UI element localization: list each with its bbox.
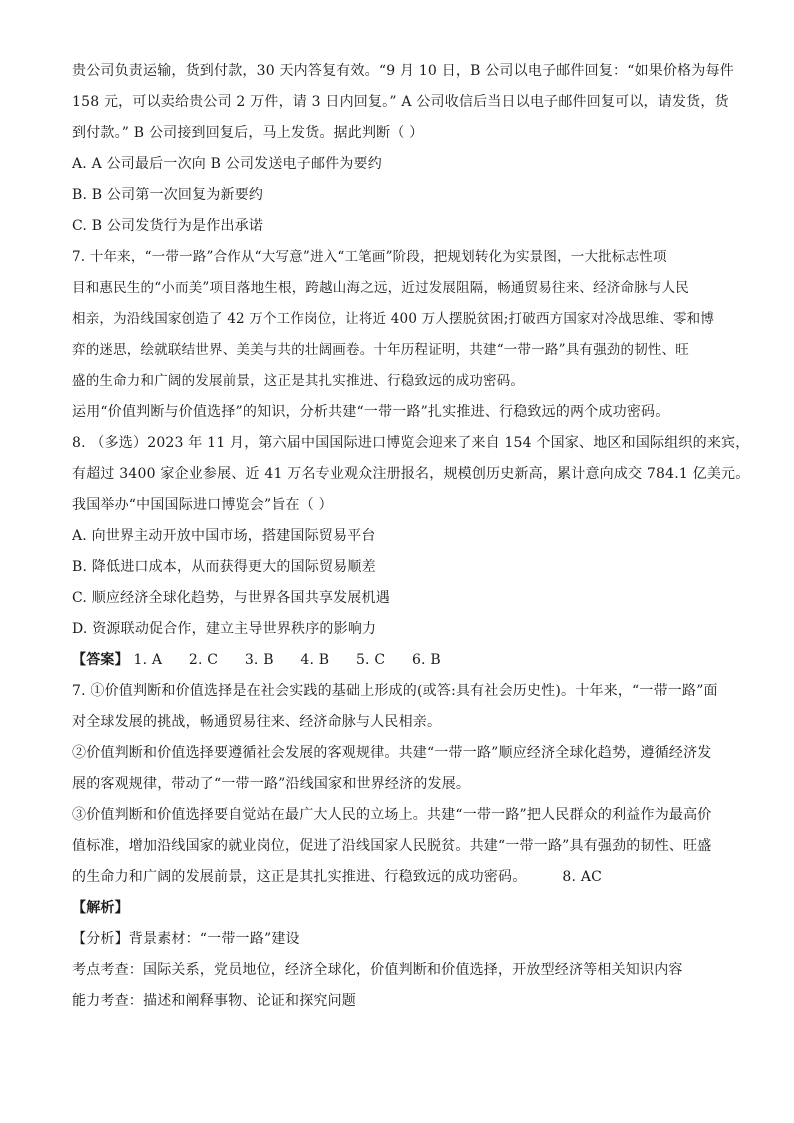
q7-material-line-1: 7. 十年来，“一带一路”合作从“大写意”进入“工笔画”阶段，把规划转化为实景图，一大批标志性项 xyxy=(72,249,667,265)
answer-item: 3. B xyxy=(244,652,274,668)
q8-option-b: B. 降低进口成本，从而获得更大的国际贸易顺差 xyxy=(72,559,376,575)
q8-option-a: A. 向世界主动开放中国市场，搭建国际贸易平台 xyxy=(72,528,376,544)
q8-option-c: C. 顺应经济全球化趋势，与世界各国共享发展机遇 xyxy=(72,590,390,606)
q7-answer-line-2: 对全球发展的挑战，畅通贸易往来、经济命脉与人民相亲。 xyxy=(72,714,442,730)
q6-stem-line-3: 到付款。” B 公司接到回复后，马上发货。据此判断（ ） xyxy=(72,125,424,141)
analysis-line-1: 【分析】背景素材：“一带一路”建设 xyxy=(72,931,300,947)
q8-stem-line-2: 有超过 3400 家企业参展、近 41 万名专业观众注册报名，规模创历史新高，累计意向成交 784.1 亿美元。 xyxy=(72,466,750,482)
answer-item: 4. B xyxy=(300,652,330,668)
q7-answer-line-1: 7. ①价值判断和价值选择是在社会实践的基础上形成的(或答:具有社会历史性)。十年来，“一带一路”面 xyxy=(72,683,718,699)
answer-tag: 【答案】 xyxy=(72,652,129,668)
q8-stem-line-1: 8. （多选）2023 年 11 月，第六届中国国际进口博览会迎来了来自 154 个国家、地区和国际组织的来宾， xyxy=(72,435,750,451)
q8-answer: 8. AC xyxy=(562,869,603,885)
q7-material-line-5: 盛的生命力和广阔的发展前景，这正是其扎实推进、行稳致远的成功密码。 xyxy=(72,373,525,389)
q6-stem-line-1: 贵公司负责运输，货到付款，30 天内答复有效。“9 月 10 日，B 公司以电子邮件回复：“如果价格为每件 xyxy=(72,63,734,79)
answer-key xyxy=(72,645,732,676)
document-page xyxy=(72,56,750,1017)
q7-answer-line-4: 展的客观规律，带动了“一带一路”沿线国家和世界经济的发展。 xyxy=(72,776,471,792)
q7-answer-line-7 xyxy=(72,862,732,893)
question-7 xyxy=(72,242,732,428)
q7-answer-line-3: ②价值判断和价值选择要遵循社会发展的客观规律。共建“一带一路”顺应经济全球化趋势，遵循经济发 xyxy=(72,745,712,761)
q6-option-c: C. B 公司发货行为是作出承诺 xyxy=(72,218,264,234)
analysis-line-3: 能力考查：描述和阐释事物、论证和探究问题 xyxy=(72,993,356,1009)
q7-answer-line-6: 值标准，增加沿线国家的就业岗位，促进了沿线国家人民脱贫。共建“一带一路”具有强劲的韧性、旺盛 xyxy=(72,838,712,854)
q6-stem-line-2: 158 元，可以卖给贵公司 2 万件，请 3 日内回复。” A 公司收信后当日以电子邮件回复可以，请发货，货 xyxy=(72,94,729,110)
q7-answer xyxy=(72,676,732,893)
q6-option-b: B. B 公司第一次回复为新要约 xyxy=(72,187,264,203)
q8-option-d: D. 资源联动促合作，建立主导世界秩序的影响力 xyxy=(72,621,377,637)
q7-material-line-2: 目和惠民生的“小而美”项目落地生根，跨越山海之远，近过发展阻隔，畅通贸易往来、经济命脉与人民 xyxy=(72,280,690,296)
answer-item: 1. A xyxy=(133,652,163,668)
q7-question: 运用“价值判断与价值选择”的知识，分析共建“一带一路”扎实推进、行稳致远的两个成功密码。 xyxy=(72,404,670,420)
analysis-section xyxy=(72,893,732,1017)
question-8 xyxy=(72,428,750,645)
q7-material-line-3: 相亲，为沿线国家创造了 42 万个工作岗位，让将近 400 万人摆脱贫困;打破西方国家对冷战思维、零和博 xyxy=(72,311,715,327)
q6-option-a: A. A 公司最后一次向 B 公司发送电子邮件为要约 xyxy=(72,156,382,172)
answer-item: 6. B xyxy=(411,652,441,668)
analysis-heading: 【解析】 xyxy=(72,900,129,916)
q7-material-line-4: 弈的迷思，绘就联结世界、美美与共的壮阔画卷。十年历程证明，共建“一带一路”具有强劲的韧性、旺 xyxy=(72,342,690,358)
q8-stem-line-3: 我国举办“中国国际进口博览会”旨在（ ） xyxy=(72,497,333,513)
answer-item: 2. C xyxy=(188,652,219,668)
analysis-line-2: 考点考查：国际关系，党员地位，经济全球化，价值判断和价值选择，开放型经济等相关知识内容 xyxy=(72,962,683,978)
q7-answer-line-7-text: 的生命力和广阔的发展前景，这正是其扎实推进、行稳致远的成功密码。 xyxy=(72,869,527,885)
q7-answer-line-5: ③价值判断和价值选择要自觉站在最广大人民的立场上。共建“一带一路”把人民群众的利益作为最高价 xyxy=(72,807,712,823)
question-6 xyxy=(72,56,732,242)
answer-item: 5. C xyxy=(355,652,386,668)
